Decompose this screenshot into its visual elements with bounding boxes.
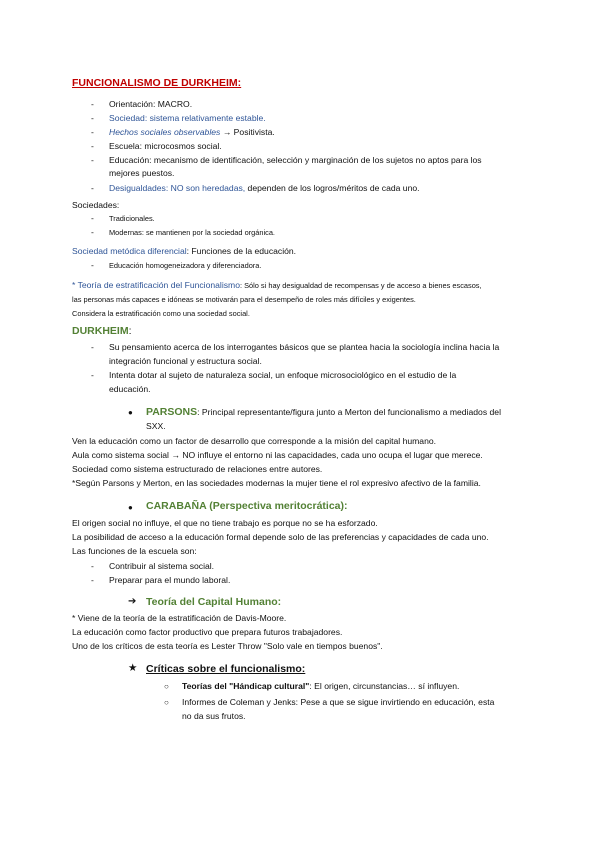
hechos-rest: → Positivista.: [220, 127, 275, 137]
carabana-bullet: ●: [128, 503, 133, 512]
estratificacion-line3: Considera la estratificación como una sociedad social.: [72, 309, 250, 318]
carabana-rest: (Perspectiva meritocrática):: [206, 500, 348, 512]
list-item-desigualdades: [109, 183, 420, 194]
capital-heading: Teoría del Capital Humano:: [146, 596, 282, 608]
parsons-text: Aula como sistema social → NO influye el entorno ni las capacidades, cada uno ocupa el lugar que merece.: [72, 450, 483, 460]
list-dash: -: [91, 370, 94, 380]
durkheim-heading: [72, 325, 132, 338]
list-dash: -: [91, 127, 94, 137]
durkheim-item2-line2: educación.: [109, 384, 151, 394]
criticas-item2-line1: Informes de Coleman y Jenks: Pese a que se sigue invirtiendo en educación, esta: [182, 697, 495, 707]
sociedades-heading: Sociedades:: [72, 200, 120, 210]
parsons-line1: [146, 406, 501, 419]
list-item-orientacion: Orientación: MACRO.: [109, 99, 193, 109]
criticas-heading: Críticas sobre el funcionalismo:: [146, 663, 306, 675]
parsons-text: Ven la educación como un factor de desarrollo que corresponde a la misión del capital humano.: [72, 436, 437, 446]
metodica-rest: : Funciones de la educación.: [186, 246, 297, 256]
parsons-line2: SXX.: [146, 421, 166, 431]
list-dash: -: [91, 141, 94, 151]
estratificacion-line2: las personas más capaces e idóneas se motivarán para el desempeño de roles más difíciles y exigentes.: [72, 295, 416, 304]
star-icon: ★: [128, 662, 138, 674]
parsons-desc: : Principal representante/figura junto a Merton del funcionalismo a mediados del: [197, 407, 501, 417]
capital-text: * Viene de la teoría de la estratificación de Davis-Moore.: [72, 613, 287, 623]
list-dash: -: [91, 342, 94, 352]
criticas-item1: [182, 681, 459, 692]
list-item-hechos: [109, 127, 275, 138]
list-dash: -: [91, 113, 94, 123]
carabana-text: La posibilidad de acceso a la educación formal depende solo de las preferencias y capacidades de cada uno.: [72, 532, 489, 542]
estratificacion-line1: [72, 280, 482, 291]
carabana-text: Las funciones de la escuela son:: [72, 546, 197, 556]
list-item-escuela: Escuela: microcosmos social.: [109, 141, 222, 151]
list-dash: -: [91, 561, 94, 571]
durkheim-item2-line1: Intenta dotar al sujeto de naturaleza social, un enfoque microsociológico en el estudio de la: [109, 370, 457, 380]
sociedades-item: Tradicionales.: [109, 214, 155, 223]
sociedades-item: Modernas: se mantienen por la sociedad orgánica.: [109, 228, 275, 237]
arrow-icon: ➔: [128, 596, 137, 607]
carabana-heading: [146, 500, 348, 513]
list-item-sociedad: Sociedad: sistema relativamente estable.: [109, 113, 266, 123]
estratificacion-rest: : Sólo si hay desigualdad de recompensas y de acceso a bienes escasos,: [239, 281, 482, 290]
desigualdades-rest: dependen de los logros/méritos de cada uno.: [245, 183, 420, 193]
durkheim-item1-line2: integración funcional y estructura social.: [109, 356, 262, 366]
carabana-item: Preparar para el mundo laboral.: [109, 575, 231, 585]
page-title: FUNCIONALISMO DE DURKHEIM:: [72, 77, 242, 89]
carabana-label: CARABAÑA: [146, 500, 207, 512]
list-dash: -: [91, 575, 94, 585]
parsons-text: *Según Parsons y Merton, en las sociedades modernas la mujer tiene el rol expresivo afectivo de la familia.: [72, 478, 481, 488]
list-item-educacion-line2: mejores puestos.: [109, 168, 175, 178]
list-item-educacion-line1: Educación: mecanismo de identificación, selección y marginación de los sujetos no aptos para los: [109, 155, 482, 165]
list-dash: -: [91, 183, 94, 193]
carabana-text: El origen social no influye, el que no tiene trabajo es porque no se ha esforzado.: [72, 518, 378, 528]
parsons-label: PARSONS: [146, 406, 198, 418]
list-dash: -: [91, 99, 94, 109]
list-dash: -: [91, 213, 94, 223]
durkheim-label: DURKHEIM: [72, 325, 129, 337]
carabana-item: Contribuir al sistema social.: [109, 561, 215, 571]
parsons-bullet: ●: [128, 408, 133, 417]
list-dash: -: [91, 260, 94, 270]
list-dash: -: [91, 155, 94, 165]
desigualdades-label: Desigualdades: NO son heredadas,: [109, 183, 246, 193]
hechos-label: Hechos sociales observables: [109, 127, 221, 137]
durkheim-colon: :: [128, 325, 132, 337]
durkheim-item1-line1: Su pensamiento acerca de los interrogantes básicos que se plantea hacia la sociología inclina hacia la: [109, 342, 500, 352]
metodica-sub: Educación homogeneizadora y diferenciadora.: [109, 261, 262, 270]
circle-bullet-icon: ○: [164, 698, 169, 707]
parsons-text: Sociedad como sistema estructurado de relaciones entre autores.: [72, 464, 323, 474]
metodica-line: [72, 246, 296, 257]
criticas-item1-label: Teorías del "Hándicap cultural": [182, 681, 310, 691]
criticas-item1-rest: : El origen, circunstancias… sí influyen.: [309, 681, 460, 691]
capital-text: Uno de los críticos de esta teoría es Lester Throw "Solo vale en tiempos buenos".: [72, 641, 383, 651]
metodica-label: Sociedad metódica diferencial: [72, 246, 187, 256]
circle-bullet-icon: ○: [164, 682, 169, 691]
estratificacion-label: * Teoría de estratificación del Funcionalismo: [72, 280, 240, 290]
list-dash: -: [91, 227, 94, 237]
criticas-item2-line2: no da sus frutos.: [182, 711, 246, 721]
capital-text: La educación como factor productivo que prepara futuros trabajadores.: [72, 627, 343, 637]
